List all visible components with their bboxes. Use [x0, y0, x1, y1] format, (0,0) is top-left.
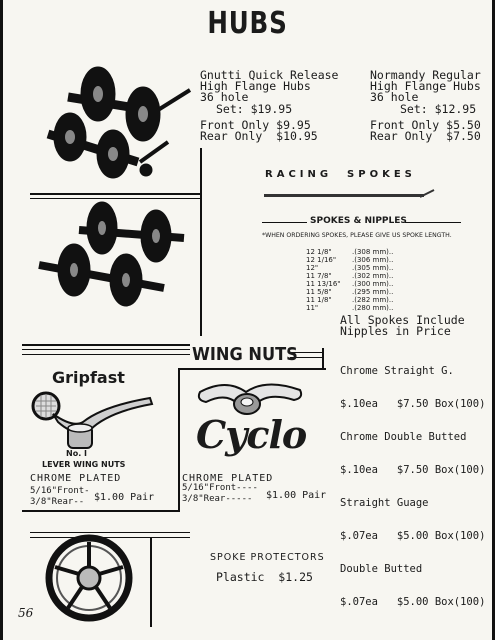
cyclo-price: $1.00 Pair	[266, 490, 327, 501]
racing-spoke-illustration	[262, 188, 438, 202]
normandy-front-price: Front Only $5.50	[370, 118, 481, 132]
page-title: HUBS	[207, 6, 288, 41]
spokes-nipples-heading: SPOKES & NIPPLES	[310, 216, 407, 226]
gripfast-price: $1.00 Pair	[94, 492, 155, 503]
page-number: 56	[18, 606, 34, 620]
page-edge-left	[0, 0, 3, 640]
wingnut-divider-right	[322, 348, 324, 368]
gripfast-rear-size: 3/8"Rear--	[30, 497, 85, 507]
normandy-rear-price: Rear Only $7.50	[370, 129, 481, 143]
spoke-protectors-heading: SPOKE PROTECTORS	[210, 552, 325, 563]
wingnut-frame-bottom	[22, 510, 180, 512]
gnutti-front-price: Front Only $9.95	[200, 118, 311, 132]
wingnut-frame-top-3	[22, 354, 190, 355]
gripfast-model: No. I	[66, 449, 87, 458]
hub-divider-rule-1	[30, 193, 200, 195]
cyclo-finish: CHROME PLATED	[182, 473, 274, 484]
spoke-protector-photo	[44, 530, 134, 626]
spokes-heading-rule-left	[262, 222, 307, 223]
wing-nuts-heading: WING NUTS	[192, 344, 298, 365]
spoke-price-list: Chrome Straight G. $.10ea $7.50 Box(100) Chrome Double Butted $.10ea $7.50 Box(100) Straight Guage $.07ea $5.00 Box(100) Double Butted $.07ea $5.00 Box(100)	[340, 365, 486, 608]
gnutti-rear-price: Rear Only $10.95	[200, 129, 318, 143]
gripfast-caption: LEVER WING NUTS	[42, 460, 126, 469]
hub-divider-rule-2	[30, 198, 200, 199]
protector-vertical-rule	[150, 537, 152, 627]
spokes-include-note: All Spokes Include Nipples in Price	[340, 313, 465, 338]
spoke-size-row: 12" .(305 mm)..	[306, 264, 394, 272]
gripfast-finish: CHROME PLATED	[30, 473, 122, 484]
normandy-description: Normandy Regular High Flange Hubs 36 hole	[370, 68, 481, 104]
spoke-size-list	[306, 248, 393, 312]
spoke-size-row: 11 13/16" .(300 mm)..	[306, 280, 394, 288]
spoke-size-row: 11 5/8" .(295 mm)..	[306, 288, 394, 296]
spoke-size-row: 11 7/8" .(302 mm)..	[306, 272, 394, 280]
gnutti-description: Gnutti Quick Release High Flange Hubs 36 hole	[200, 68, 339, 104]
wingnut-frame-top-2	[22, 349, 190, 350]
upper-vertical-rule	[200, 148, 202, 336]
cyclo-logo-text: Cyclo	[196, 412, 307, 457]
gripfast-brand: Gripfast	[52, 368, 125, 387]
gnutti-hubs-photo	[28, 62, 198, 192]
spoke-protectors-price: Plastic $1.25	[216, 570, 313, 584]
spokes-heading-rule-right	[405, 222, 461, 223]
gripfast-front-size: 5/16"Front-	[30, 486, 90, 496]
spoke-size-row: 12 1/8" .(308 mm)..	[306, 248, 394, 256]
wingnut-frame-top-1	[22, 344, 190, 346]
cyclo-rear-size: 3/8"Rear-----	[182, 494, 253, 504]
cyclo-front-size: 5/16"Front----	[182, 483, 258, 493]
spoke-size-row: 11" .(280 mm)..	[306, 304, 394, 312]
spoke-length-note: *WHEN ORDERING SPOKES, PLEASE GIVE US SPOKE LENGTH.	[262, 232, 452, 239]
wingnut-title-underline	[178, 368, 326, 370]
racing-spokes-heading: RACING SPOKES	[265, 169, 416, 180]
spoke-size-row: 12 1/16" .(306 mm)..	[306, 256, 394, 264]
wingnut-divider-left	[178, 368, 180, 512]
normandy-hubs-photo	[34, 200, 194, 315]
gnutti-set-price: Set: $19.95	[216, 102, 293, 116]
normandy-set-price: Set: $12.95	[400, 102, 477, 116]
spoke-size-row: 11 1/8" .(282 mm)..	[306, 296, 394, 304]
gripfast-wing-nut-photo	[28, 386, 158, 454]
